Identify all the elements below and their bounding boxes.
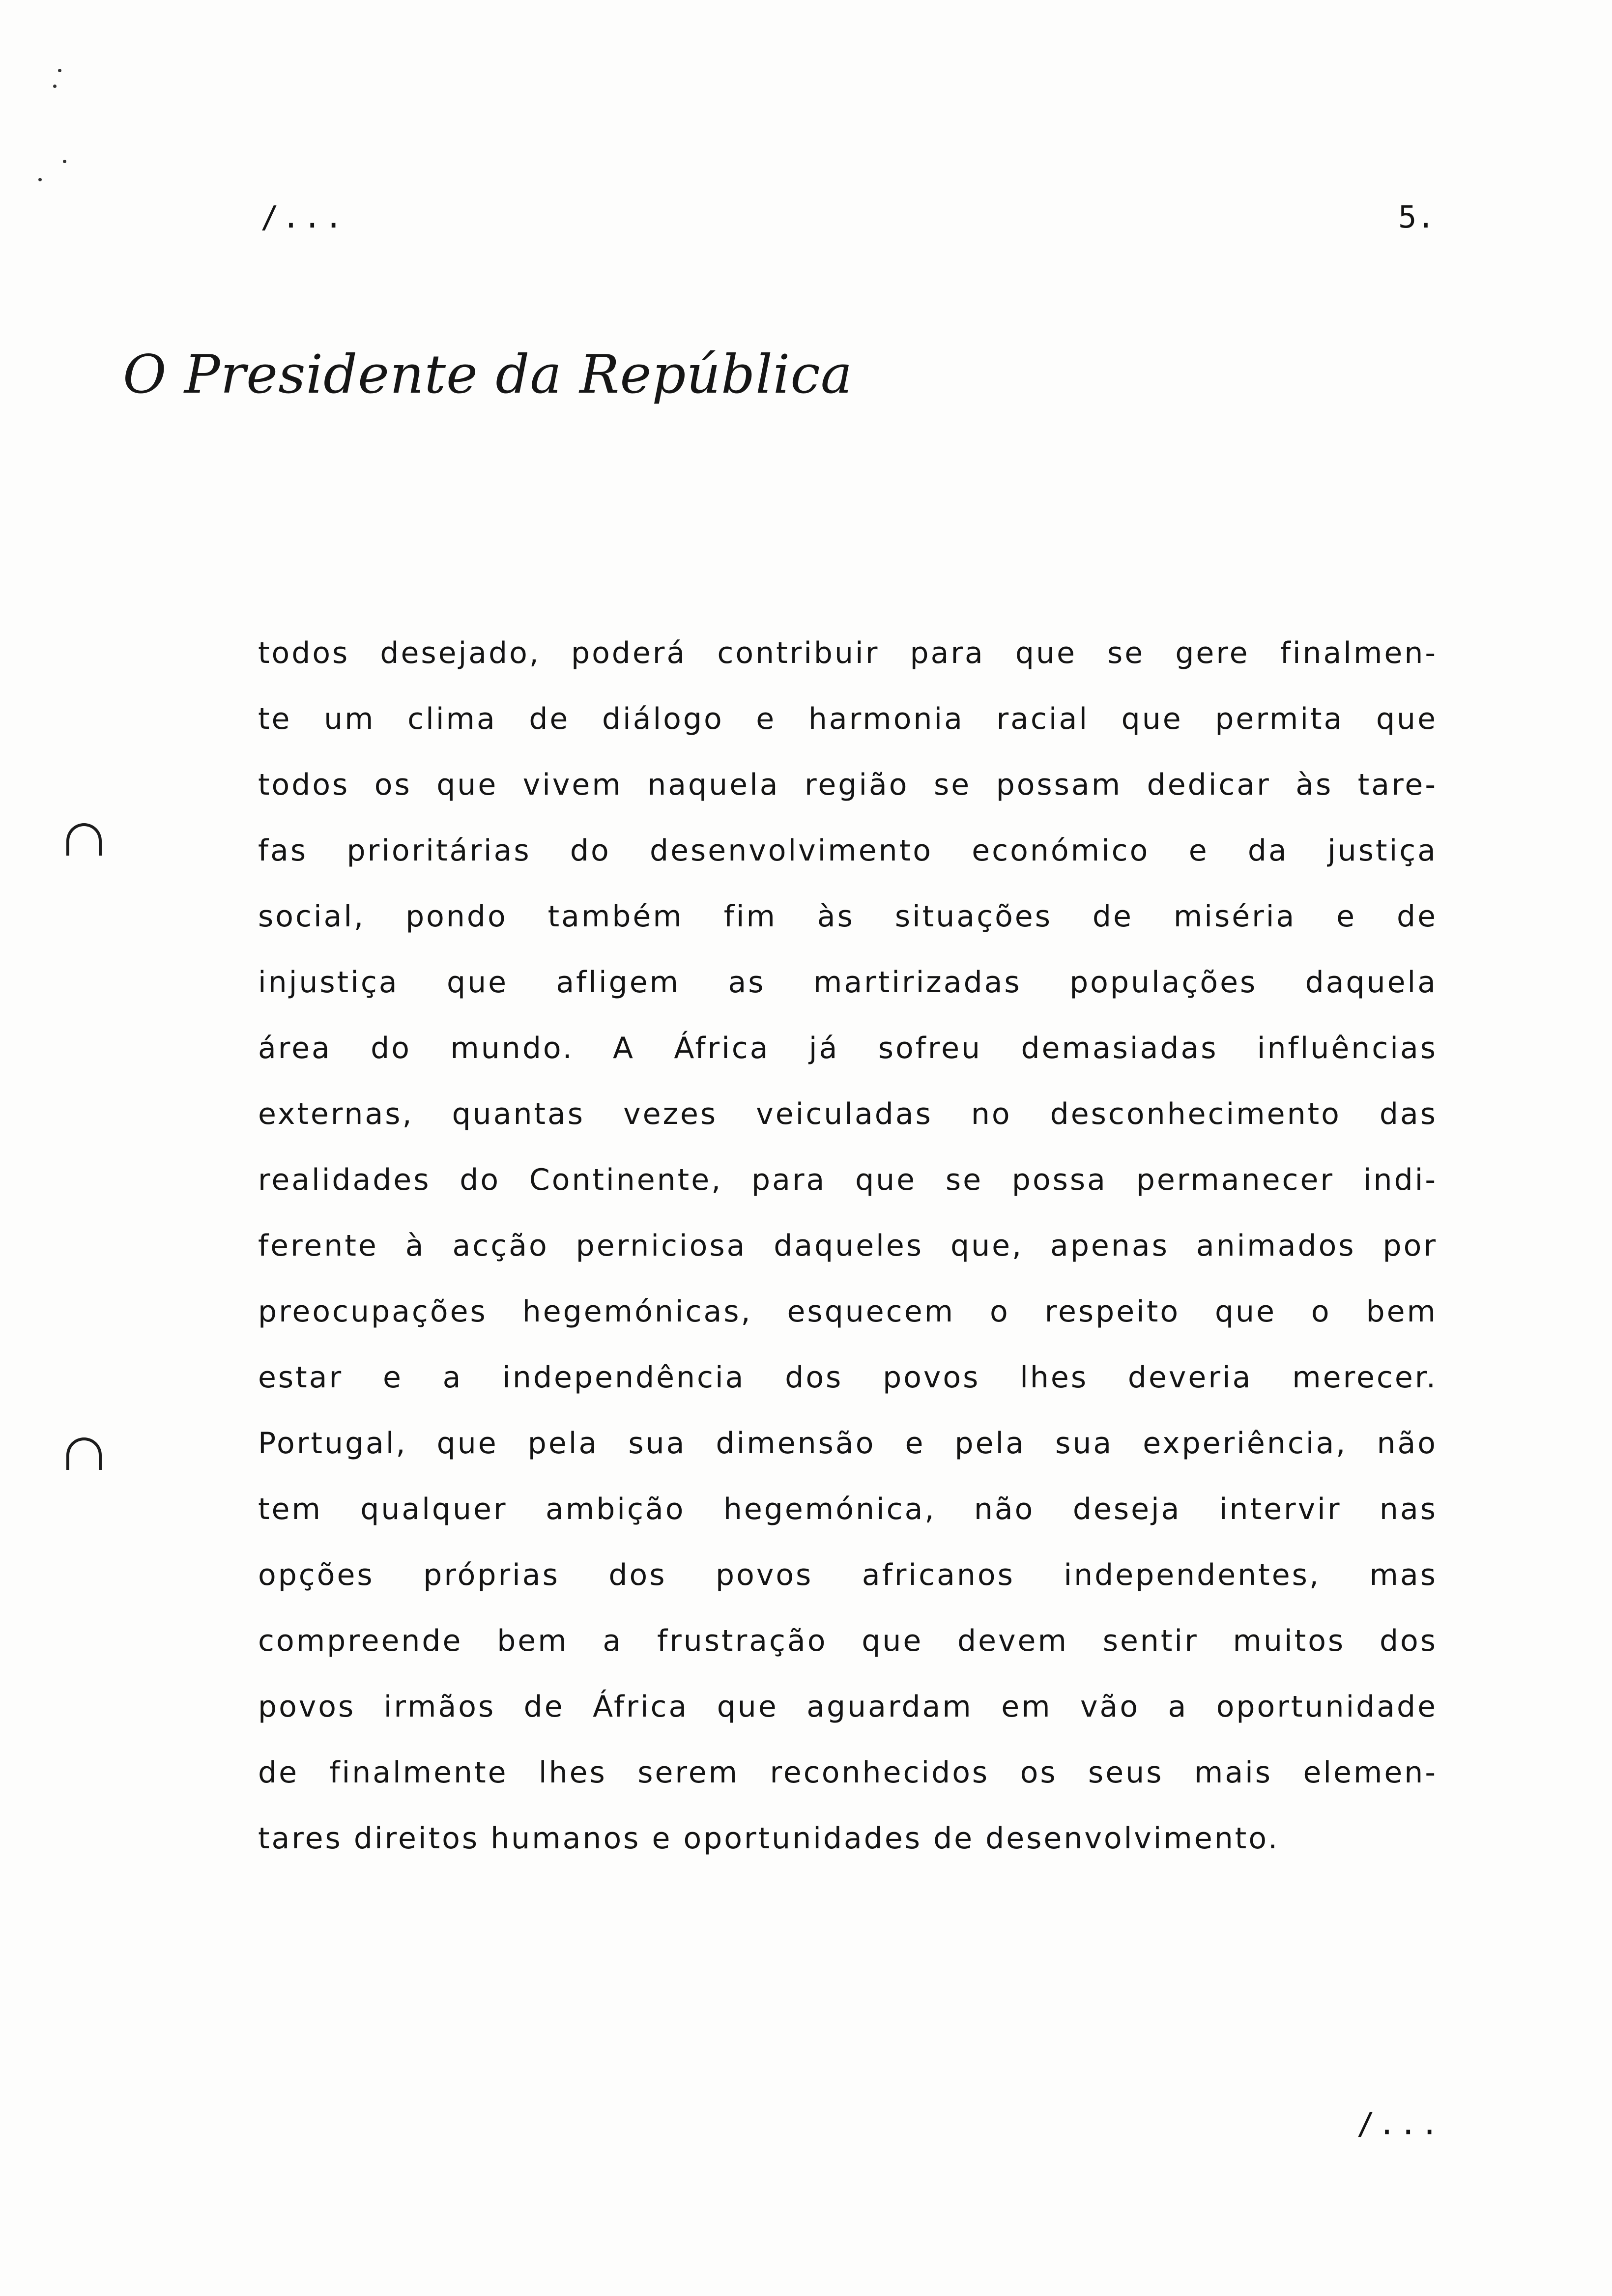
body-line: estar e a independência dos povos lhes deveria merecer. <box>258 1360 1438 1395</box>
body-line: opções próprias dos povos africanos independentes, mas <box>258 1558 1438 1592</box>
body-line: externas, quantas vezes veiculadas no desconhecimento das <box>258 1097 1438 1131</box>
punch-hole-mark <box>66 1437 102 1470</box>
scan-speck <box>38 178 42 181</box>
body-line: todos os que vivem naquela região se possam dedicar às tare- <box>258 768 1438 802</box>
body-line: te um clima de diálogo e harmonia racial que permita que <box>258 702 1438 736</box>
body-line: tem qualquer ambição hegemónica, não deseja intervir nas <box>258 1492 1438 1526</box>
scan-speck <box>58 69 61 72</box>
letterhead-title: O Presidente da República <box>123 344 853 405</box>
body-line: povos irmãos de África que aguardam em vão a oportunidade <box>258 1690 1438 1724</box>
continuation-mark-bottom: /... <box>1356 2106 1442 2142</box>
body-line: preocupações hegemónicas, esquecem o respeito que o bem <box>258 1294 1438 1329</box>
body-line: todos desejado, poderá contribuir para que se gere finalmen- <box>258 636 1438 670</box>
page-number: 5. <box>1398 199 1435 235</box>
continuation-mark-top: /... <box>260 199 346 235</box>
scan-speck <box>63 160 66 163</box>
body-line: fas prioritárias do desenvolvimento económico e da justiça <box>258 833 1438 868</box>
body-line: realidades do Continente, para que se possa permanecer indi- <box>258 1163 1438 1197</box>
body-line: injustiça que afligem as martirizadas populações daquela <box>258 965 1438 1000</box>
body-line: compreende bem a frustração que devem sentir muitos dos <box>258 1624 1438 1658</box>
body-line: de finalmente lhes serem reconhecidos os seus mais elemen- <box>258 1755 1438 1790</box>
punch-hole-mark <box>66 823 102 856</box>
body-line: área do mundo. A África já sofreu demasiadas influências <box>258 1031 1438 1065</box>
body-line: Portugal, que pela sua dimensão e pela sua experiência, não <box>258 1426 1438 1461</box>
body-paragraph <box>258 620 1438 1871</box>
scan-speck <box>53 85 57 88</box>
body-line: social, pondo também fim às situações de miséria e de <box>258 899 1438 934</box>
body-line: ferente à acção perniciosa daqueles que, apenas animados por <box>258 1229 1438 1263</box>
body-line: tares direitos humanos e oportunidades de desenvolvimento. <box>258 1821 1280 1856</box>
